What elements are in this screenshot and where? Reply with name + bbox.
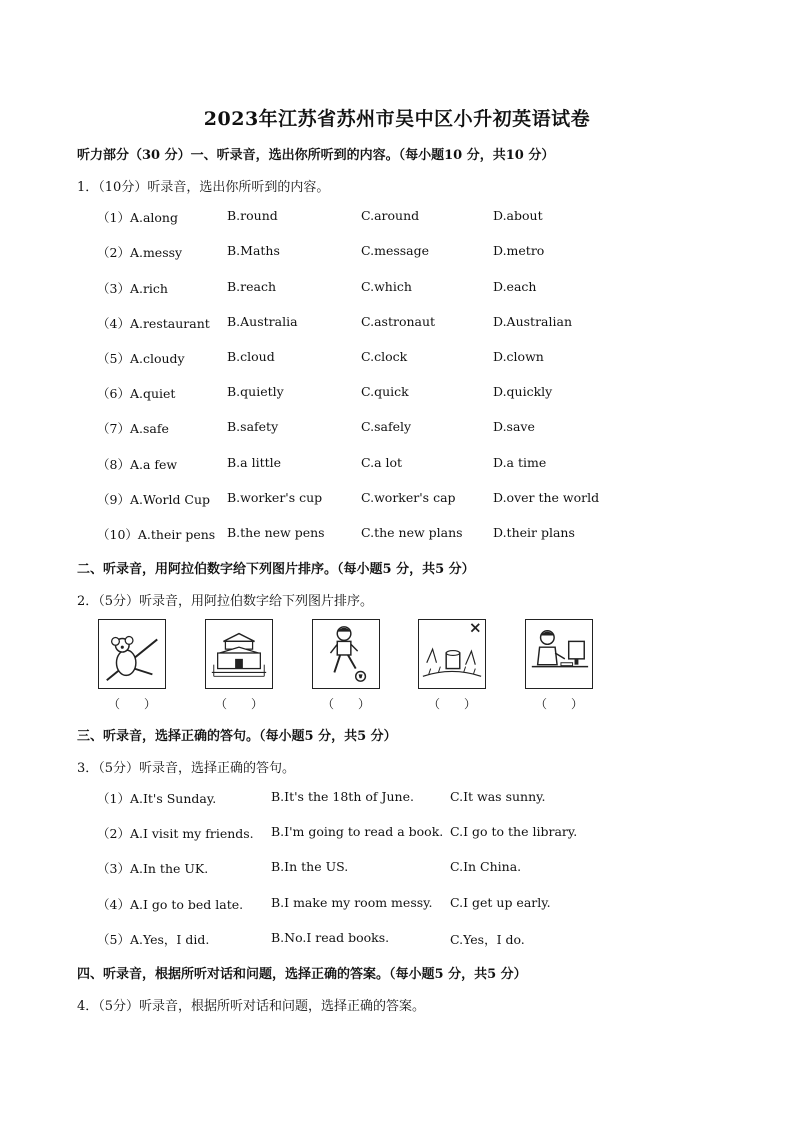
option-c: C.safely [361,419,412,434]
option-a: （5）A.cloudy [97,351,185,366]
option-a: （5）A.Yes，I did. [97,932,210,947]
option-a: （10）A.their pens [97,527,216,542]
option-b: B.quietly [227,384,284,399]
q1-row [97,349,717,369]
answer-blank[interactable]: （ ） [107,697,156,711]
option-a: （1）A.It's Sunday. [97,791,217,806]
answer-blank[interactable]: （ ） [427,697,476,711]
option-c: C.message [361,243,430,258]
section1-header: 听力部分（30 分）一、听录音，选出你所听到的内容。（每小题10 分，共10 分） [77,148,555,163]
tiananmen-picture [205,619,273,689]
option-d: D.a time [493,455,547,470]
option-b: B.Australia [227,314,298,329]
option-a: （7）A.safe [97,421,169,436]
option-c: C.clock [361,349,408,364]
q1-row [97,384,717,404]
tree-stump-icon [419,620,485,688]
option-b: B.reach [227,279,277,294]
option-a: （9）A.World Cup [97,492,211,507]
option-c: C.quick [361,384,409,399]
option-d: D.each [493,279,537,294]
option-b: B.In the US. [271,859,349,874]
option-a: （2）A.messy [97,245,183,260]
q3-row [97,824,717,844]
q1-row [97,208,717,228]
option-d: D.Australian [493,314,572,329]
page-title: 2023年江苏省苏州市吴中区小升初英语试卷 [203,108,591,130]
section4-header: 四、听录音，根据所听对话和问题，选择正确的答案。（每小题5 分，共5 分） [77,967,527,982]
answer-blank[interactable]: （ ） [321,697,370,711]
answer-blank[interactable]: （ ） [534,697,583,711]
option-c: C.It was sunny. [450,789,546,804]
option-b: B.Maths [227,243,280,258]
option-c: C.a lot [361,455,403,470]
option-b: B.I make my room messy. [271,895,433,910]
option-b: B.a little [227,455,282,470]
q1-row [97,525,717,545]
option-d: D.quickly [493,384,553,399]
q2-stem: 2．（5分）听录音，用阿拉伯数字给下列图片排序。 [77,594,374,609]
option-b: B.safety [227,419,279,434]
boy-football-picture [312,619,380,689]
section2-header: 二、听录音，用阿拉伯数字给下列图片排序。（每小题5 分，共5 分） [77,562,475,577]
option-a: （4）A.I go to bed late. [97,897,244,912]
q1-stem: 1．（10分）听录音，选出你所听到的内容。 [77,180,330,195]
boy-football-icon [313,620,379,688]
option-d: D.their plans [493,525,575,540]
option-b: B.It's the 18th of June. [271,789,414,804]
option-a: （3）A.rich [97,281,168,296]
koala-picture [98,619,166,689]
q1-row [97,279,717,299]
option-c: C.which [361,279,412,294]
q3-row [97,859,717,879]
q3-row [97,789,717,809]
option-b: B.round [227,208,278,223]
option-a: （4）A.restaurant [97,316,210,331]
building-icon [206,620,272,688]
koala-icon [99,620,165,688]
option-b: B.I'm going to read a book. [271,824,444,839]
boy-computer-picture [525,619,593,689]
section3-header: 三、听录音，选择正确的答句。（每小题5 分，共5 分） [77,729,397,744]
option-c: C.I go to the library. [450,824,578,839]
option-d: D.metro [493,243,545,258]
option-c: C.astronaut [361,314,436,329]
option-d: D.about [493,208,543,223]
option-c: C.I get up early. [450,895,551,910]
option-d: D.clown [493,349,544,364]
q1-row [97,490,717,510]
option-c: C.Yes，I do. [450,932,525,947]
option-b: B.No.I read books. [271,930,390,945]
option-b: B.the new pens [227,525,325,540]
option-d: D.over the world [493,490,600,505]
q1-row [97,455,717,475]
option-c: C.the new plans [361,525,463,540]
boy-computer-icon [526,620,592,688]
option-a: （8）A.a few [97,457,178,472]
q3-row [97,895,717,915]
option-a: （3）A.In the UK. [97,861,209,876]
q3-row [97,930,717,950]
option-c: C.worker's cap [361,490,456,505]
option-c: C.In China. [450,859,522,874]
option-c: C.around [361,208,420,223]
option-b: B.cloud [227,349,275,364]
q3-stem: 3．（5分）听录音，选择正确的答句。 [77,761,296,776]
q1-row [97,314,717,334]
answer-blank[interactable]: （ ） [214,697,263,711]
q1-row [97,419,717,439]
q1-row [97,243,717,263]
cutting-trees-picture [418,619,486,689]
option-a: （1）A.along [97,210,178,225]
option-b: B.worker's cup [227,490,323,505]
q4-stem: 4．（5分）听录音，根据所听对话和问题，选择正确的答案。 [77,999,426,1014]
option-d: D.save [493,419,535,434]
option-a: （2）A.I visit my friends. [97,826,254,841]
option-a: （6）A.quiet [97,386,176,401]
